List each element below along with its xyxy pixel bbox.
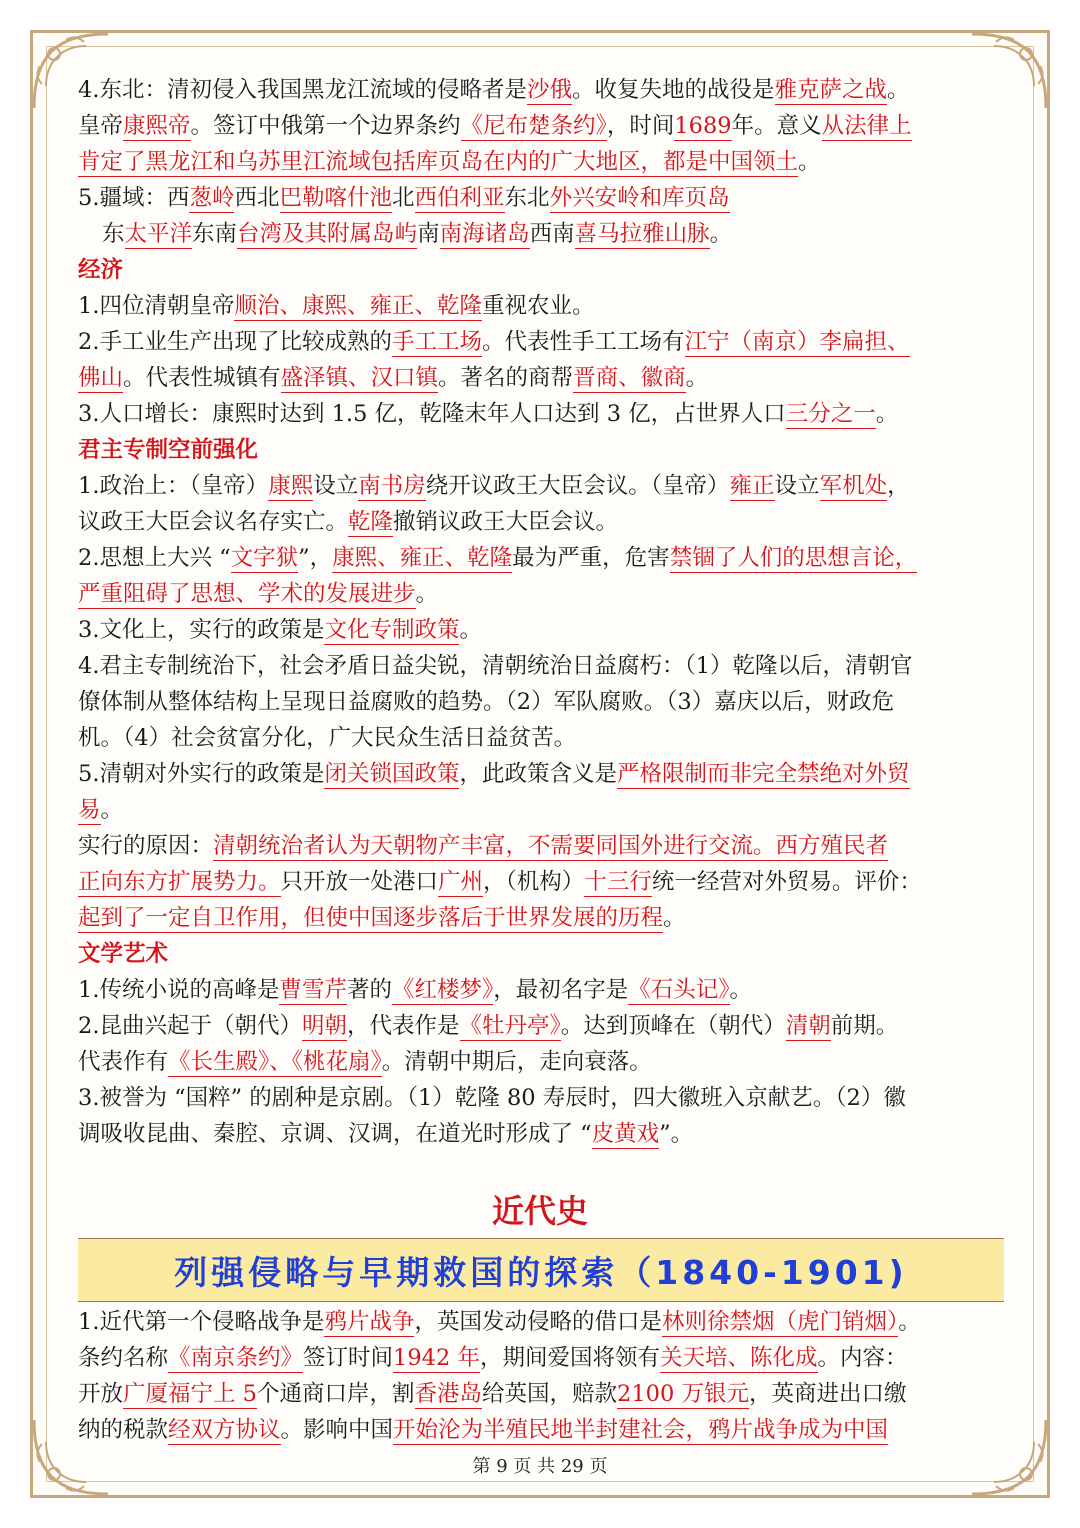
text-segment: ，此政策含义是 [459, 761, 617, 787]
answer-highlight: 开始沦为半殖民地半封建社会，鸦片战争成为中国 [393, 1417, 889, 1443]
text-segment: 绕开议政王大臣会议。（皇帝） [425, 473, 730, 499]
text-line [78, 792, 1006, 828]
answer-highlight: 江宁（南京）李扁担、 [684, 329, 910, 355]
answer-highlight: 台湾及其附属岛屿 [237, 221, 418, 247]
text-segment: 实行的原因： [78, 833, 214, 859]
chapter-banner: 列强侵略与早期救国的探索（1840-1901) [78, 1238, 1004, 1302]
modern-section [78, 1304, 1006, 1448]
text-segment: 1.四位清朝皇帝 [78, 293, 235, 319]
answer-highlight: 2100 万银元 [617, 1381, 749, 1407]
answer-highlight: 林则徐禁烟（虎门销烟） [662, 1309, 899, 1335]
answer-highlight: 肯定了黑龙江和乌苏里江流域包括库页岛在内的广大地区，都是中国领土 [78, 149, 799, 175]
text-segment: 调吸收昆曲、秦腔、京调、汉调，在道光时形成了 “ [78, 1121, 592, 1147]
text-segment: 著的 [346, 977, 392, 1003]
text-segment: 签订时间 [303, 1345, 394, 1371]
text-line [78, 576, 1006, 612]
text-segment: 僚体制从整体结构上呈现日益腐败的趋势。（2）军队腐败。（3）嘉庆以后，财政危 [78, 689, 895, 715]
text-segment: 代表作有 [78, 1049, 169, 1075]
text-segment: ”， [298, 545, 333, 571]
text-segment: 皇帝 [78, 113, 124, 139]
text-segment: 。影响中国 [280, 1417, 394, 1443]
text-segment: 。 [887, 77, 910, 103]
answer-highlight: 三分之一 [785, 401, 876, 427]
answer-highlight: 西伯利亚 [414, 185, 505, 211]
text-line [78, 612, 1006, 648]
text-line [78, 1044, 1006, 1080]
text-segment: 个通商口岸，割 [256, 1381, 415, 1407]
text-line [78, 144, 1006, 180]
territory-section [78, 72, 1006, 252]
text-segment: 东 [102, 221, 125, 247]
answer-highlight: 严格限制而非完全禁绝对外贸 [617, 761, 910, 787]
text-segment: 。 [100, 797, 124, 823]
answer-highlight: 正向东方扩展势力。 [78, 869, 281, 895]
text-segment: ， [887, 473, 910, 499]
text-segment: 。 [729, 977, 753, 1003]
text-segment: 北 [392, 185, 415, 211]
text-segment: ，代表作是 [346, 1013, 460, 1039]
answer-highlight: 康熙 [268, 473, 314, 499]
text-line [78, 828, 1006, 864]
text-line [78, 756, 1006, 792]
text-segment: 。代表性手工工场有 [481, 329, 685, 355]
page-footer: 第 9 页 共 29 页 [472, 1456, 608, 1477]
text-segment: 3.被誉为 “国粹” 的剧种是京剧。（1）乾隆 80 寿辰时，四大徽班入京献艺。（2）徽 [78, 1085, 906, 1111]
answer-highlight: 《长生殿》、《桃花扇》 [168, 1049, 382, 1075]
text-segment: 4.君主专制统治下，社会矛盾日益尖锐，清朝统治日益腐朽：（1）乾隆以后，清朝官 [78, 653, 913, 679]
answer-highlight: 禁锢了人们的思想言论， [669, 545, 918, 571]
economy-section [78, 288, 1006, 432]
text-segment: 南 [417, 221, 440, 247]
answer-highlight: 1689 [674, 113, 732, 139]
answer-highlight: 严重阻碍了思想、学术的发展进步 [78, 581, 416, 607]
text-segment: 。达到顶峰在（朝代） [560, 1013, 786, 1039]
text-segment: 设立 [774, 473, 820, 499]
text-segment: ，英商进出口缴 [748, 1381, 907, 1407]
text-segment: 。著名的商帮 [438, 365, 574, 391]
answer-highlight: 雅克萨之战 [774, 77, 888, 103]
answer-highlight: 广厦福宁上 5 [123, 1381, 257, 1407]
text-segment: 只开放一处港口 [280, 869, 439, 895]
answer-highlight: 清朝统治者认为天朝物产丰富，不需要同国外进行交流。西方殖民者 [213, 833, 889, 859]
text-segment: 1.传统小说的高峰是 [78, 977, 280, 1003]
text-line [78, 216, 1006, 252]
text-line [78, 72, 1006, 108]
literature-section [78, 972, 1006, 1152]
text-line [78, 1008, 1006, 1044]
answer-highlight: 文化专制政策 [324, 617, 460, 643]
text-segment: 。清朝中期后，走向衰落。 [381, 1049, 652, 1075]
text-line [78, 180, 1006, 216]
text-segment: 给英国，赔款 [482, 1381, 618, 1407]
answer-highlight: 沙俄 [526, 77, 572, 103]
text-segment: 开放 [78, 1381, 124, 1407]
text-segment: 西北 [234, 185, 280, 211]
answer-highlight: 经双方协议 [168, 1417, 281, 1443]
text-line [78, 288, 1006, 324]
main-content [78, 72, 1006, 1152]
text-line [78, 540, 1006, 576]
text-line [78, 900, 1006, 936]
text-segment: 3.人口增长：康熙时达到 1.5 亿，乾隆末年人口达到 3 亿，占世界人口 [78, 401, 786, 427]
answer-highlight: 《尼布楚条约》 [460, 113, 607, 139]
text-segment: 年。意义 [731, 113, 822, 139]
text-segment: 议政王大臣会议名存实亡。 [78, 509, 349, 535]
text-segment: 统一经营对外贸易。评价： [651, 869, 922, 895]
answer-highlight: 十三行 [584, 869, 652, 895]
text-segment: ，英国发动侵略的借口是 [414, 1309, 662, 1335]
answer-highlight: 明朝 [301, 1013, 347, 1039]
answer-highlight: 手工工场 [391, 329, 482, 355]
text-line [78, 972, 1006, 1008]
text-segment: 4.东北：清初侵入我国黑龙江流域的侵略者是 [78, 77, 527, 103]
text-segment: 。 [898, 1309, 921, 1335]
answer-highlight: 《牡丹亭》 [459, 1013, 561, 1039]
text-line [78, 1340, 1006, 1376]
answer-highlight: 香港岛 [414, 1381, 483, 1407]
answer-highlight: 易 [78, 797, 101, 823]
text-line [78, 684, 1006, 720]
text-segment: ，时间 [606, 113, 675, 139]
text-segment: 。收复失地的战役是 [571, 77, 775, 103]
answer-highlight: 文字狱 [230, 545, 299, 571]
answer-highlight: 《红楼梦》 [392, 977, 494, 1003]
answer-highlight: 外兴安岭和库页岛 [549, 185, 730, 211]
text-line [78, 1304, 1006, 1340]
text-segment: ，期间爱国将领有 [479, 1345, 660, 1371]
answer-highlight: 晋商、徽商 [573, 365, 686, 391]
answer-highlight: 从法律上 [821, 113, 912, 139]
text-line [78, 864, 1006, 900]
text-segment: 。 [459, 617, 482, 643]
answer-highlight: 佛山 [78, 365, 124, 391]
text-segment: 纳的税款 [78, 1417, 169, 1443]
answer-highlight: 南书房 [358, 473, 426, 499]
modern-history-title: 近代史 [491, 1192, 588, 1230]
text-segment: 。 [875, 401, 899, 427]
answer-highlight: 巴勒喀什池 [279, 185, 393, 211]
answer-highlight: 军机处 [819, 473, 888, 499]
answer-highlight: 清朝 [785, 1013, 831, 1039]
answer-highlight: 《南京条约》 [168, 1345, 304, 1371]
answer-highlight: 南海诸岛 [439, 221, 530, 247]
text-segment: ，最初名字是 [493, 977, 629, 1003]
text-segment: 东南 [192, 221, 238, 247]
text-line [78, 504, 1006, 540]
text-segment: ，（机构） [483, 869, 585, 895]
answer-highlight: 太平洋 [124, 221, 193, 247]
text-segment: 。 [709, 221, 733, 247]
answer-highlight: 皮黄戏 [591, 1121, 660, 1147]
text-segment: 条约名称 [78, 1345, 169, 1371]
answer-highlight: 康熙帝 [123, 113, 191, 139]
text-line [78, 1116, 1006, 1152]
text-line [78, 1376, 1006, 1412]
answer-highlight: 葱岭 [189, 185, 235, 211]
text-segment: 最为严重，危害 [512, 545, 670, 571]
answer-highlight: 《石头记》 [628, 977, 730, 1003]
text-segment: 3.文化上，实行的政策是 [78, 617, 325, 643]
text-line [78, 108, 1006, 144]
text-line [78, 396, 1006, 432]
text-line [78, 468, 1006, 504]
text-segment: 重视农业。 [481, 293, 595, 319]
text-segment: 。内容： [817, 1345, 908, 1371]
text-line [78, 648, 1006, 684]
answer-highlight: 鸦片战争 [324, 1309, 415, 1335]
text-segment: 。 [685, 365, 709, 391]
answer-highlight: 康熙、雍正、乾隆 [332, 545, 513, 571]
answer-highlight: 1942 年 [393, 1345, 480, 1371]
modern-lines [78, 1304, 1006, 1448]
text-segment: 。 [415, 581, 439, 607]
text-segment: 东北 [504, 185, 550, 211]
text-segment: 1.政治上：（皇帝） [78, 473, 269, 499]
heading-autocracy: 君主专制空前强化 [78, 437, 259, 463]
text-segment: 1.近代第一个侵略战争是 [78, 1309, 325, 1335]
text-segment: 。代表性城镇有 [123, 365, 281, 391]
text-segment: ”。 [659, 1121, 694, 1147]
answer-highlight: 顺治、康熙、雍正、乾隆 [234, 293, 482, 319]
text-segment: 2.手工业生产出现了比较成熟的 [78, 329, 392, 355]
autocracy-section [78, 468, 1006, 936]
answer-highlight: 起到了一定自卫作用，但使中国逐步落后于世界发展的历程 [78, 905, 664, 931]
text-segment: 2.思想上大兴 “ [78, 545, 231, 571]
heading-literature: 文学艺术 [78, 941, 169, 967]
heading-economy: 经济 [78, 257, 124, 283]
text-segment: 2.昆曲兴起于（朝代） [78, 1013, 302, 1039]
text-line [78, 324, 1006, 360]
text-segment: 。 [663, 905, 686, 931]
answer-highlight: 关天培、陈化成 [659, 1345, 818, 1371]
text-line [78, 720, 1006, 756]
answer-highlight: 乾隆 [348, 509, 394, 535]
text-segment: 。 [798, 149, 821, 175]
text-segment: 5.疆域：西 [78, 185, 190, 211]
text-line [78, 1412, 1006, 1448]
text-segment: 西南 [529, 221, 575, 247]
text-line [78, 360, 1006, 396]
answer-highlight: 盛泽镇、汉口镇 [280, 365, 439, 391]
answer-highlight: 曹雪芹 [279, 977, 347, 1003]
answer-highlight: 广州 [438, 869, 484, 895]
text-segment: 5.清朝对外实行的政策是 [78, 761, 325, 787]
answer-highlight: 喜马拉雅山脉 [574, 221, 710, 247]
answer-highlight: 雍正 [729, 473, 775, 499]
text-segment: 机。（4）社会贫富分化，广大民众生活日益贫苦。 [78, 725, 577, 751]
text-segment: 设立 [313, 473, 359, 499]
text-segment: 撤销议政王大臣会议。 [393, 509, 619, 535]
text-segment: 。签订中俄第一个边界条约 [190, 113, 461, 139]
text-segment: 前期。 [830, 1013, 899, 1039]
text-line [78, 1080, 1006, 1116]
answer-highlight: 闭关锁国政策 [324, 761, 460, 787]
